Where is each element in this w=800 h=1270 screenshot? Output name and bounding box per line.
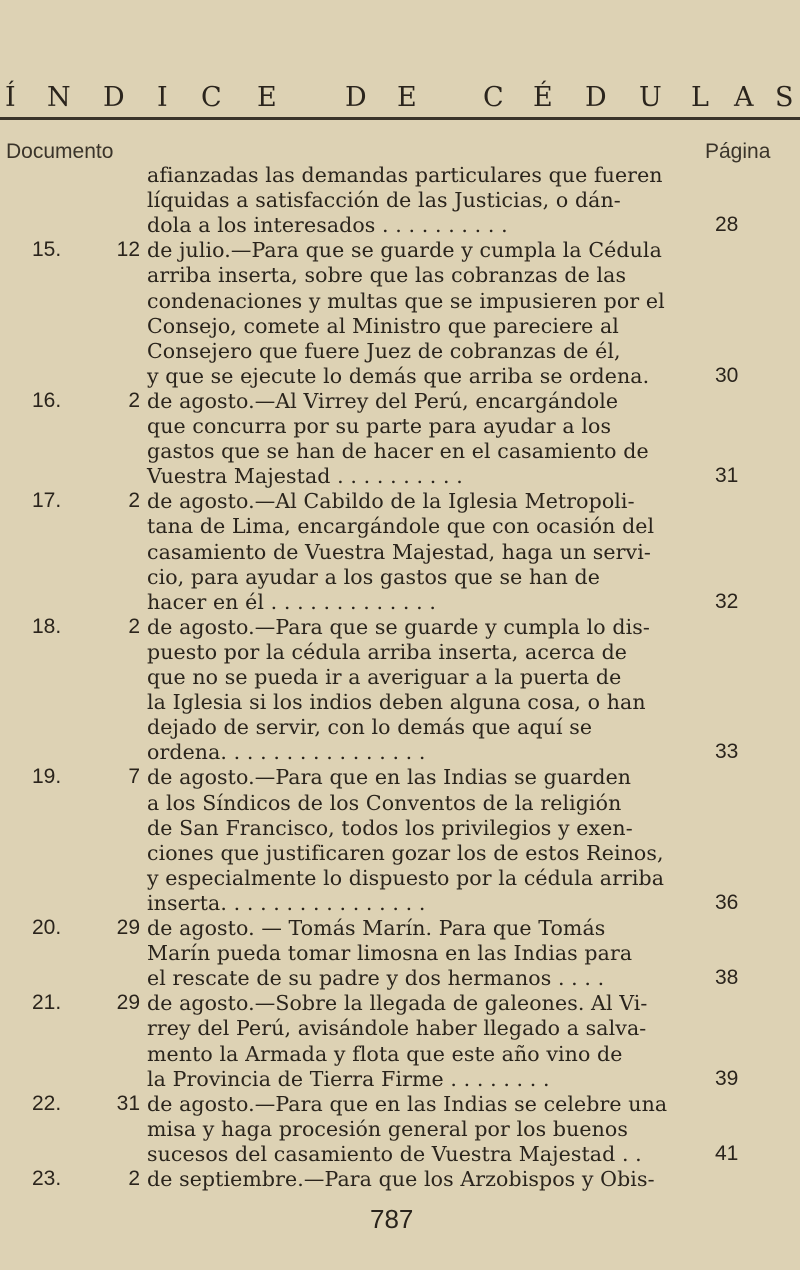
entry-page: 38 xyxy=(715,966,739,990)
entry-day: 2 xyxy=(128,614,140,638)
entry-day: 29 xyxy=(116,991,140,1015)
running-head-letter: N xyxy=(47,82,71,113)
running-head-letter: S xyxy=(775,82,794,113)
text-line: de agosto.—Sobre la llegada de galeones. Al Vi- xyxy=(147,991,648,1016)
running-head-letter: É xyxy=(533,82,553,113)
text-line: mento la Armada y flota que este año vino de xyxy=(147,1041,623,1066)
entry-number: 23. xyxy=(32,1167,62,1190)
pagina-label: Página xyxy=(705,140,771,163)
page-folio: 787 xyxy=(370,1204,414,1235)
text-line: hacer en él . . . . . . . . . . . . . xyxy=(147,589,437,614)
text-line: Consejo, comete al Ministro que pareciere al xyxy=(147,313,619,338)
text-line: Marín pueda tomar limosna en las Indias para xyxy=(147,941,633,966)
running-head-letter: I xyxy=(157,82,168,113)
text-line: condenaciones y multas que se impusieren por el xyxy=(147,288,665,313)
text-line: Consejero que fuere Juez de cobranzas de él, xyxy=(147,338,621,363)
entry-day: 29 xyxy=(116,916,140,939)
text-line: la Iglesia si los indios deben alguna cosa, o han xyxy=(147,690,646,715)
running-head-letter: E xyxy=(397,82,417,113)
text-line: misa y haga procesión general por los buenos xyxy=(147,1116,628,1141)
running-head-letter: U xyxy=(639,82,662,113)
running-head-letter: C xyxy=(483,82,504,113)
text-line: la Provincia de Tierra Firme . . . . . . . . xyxy=(147,1066,550,1091)
text-line: tana de Lima, encargándole que con ocasión del xyxy=(147,514,655,539)
text-line: a los Síndicos de los Conventos de la religión xyxy=(147,790,622,815)
entry-day: 2 xyxy=(128,388,140,412)
entry-number: 19. xyxy=(32,765,62,789)
text-line: ciones que justificaren gozar los de estos Reinos, xyxy=(147,840,664,865)
text-line: el rescate de su padre y dos hermanos . . . . xyxy=(147,966,605,991)
text-line: dejado de servir, con lo demás que aquí se xyxy=(147,715,593,740)
entry-day: 31 xyxy=(116,1091,140,1115)
running-head-letter: A xyxy=(734,82,754,113)
text-line: sucesos del casamiento de Vuestra Majestad . . xyxy=(147,1141,642,1166)
text-line: y especialmente lo dispuesto por la cédula arriba xyxy=(147,865,665,890)
entry-number: 22. xyxy=(32,1091,62,1115)
running-head-letter: Í xyxy=(5,82,16,113)
header-rule xyxy=(0,117,800,120)
entry-page: 31 xyxy=(715,464,739,488)
entry-day: 2 xyxy=(128,1167,140,1190)
entry-day: 7 xyxy=(128,765,140,789)
text-line: que no se pueda ir a averiguar a la puerta de xyxy=(147,665,622,689)
documento-label: Documento xyxy=(6,140,114,163)
running-head-letter: L xyxy=(691,82,709,113)
text-line: cio, para ayudar a los gastos que se han de xyxy=(147,564,600,589)
text-line: inserta. . . . . . . . . . . . . . . . xyxy=(147,890,426,915)
text-line: líquidas a satisfacción de las Justicias, o dán- xyxy=(147,188,621,213)
text-line: ordena. . . . . . . . . . . . . . . . xyxy=(147,740,426,765)
entry-day: 2 xyxy=(128,489,140,513)
text-line: de julio.—Para que se guarde y cumpla la Cédula xyxy=(147,238,662,263)
text-line: de septiembre.—Para que los Arzobispos y Obis- xyxy=(147,1167,655,1191)
text-line: Vuestra Majestad . . . . . . . . . . xyxy=(147,464,463,489)
running-head-letter: E xyxy=(257,82,277,113)
entry-page: 39 xyxy=(715,1066,739,1090)
text-line: gastos que se han de hacer en el casamiento de xyxy=(147,439,649,464)
text-line: dola a los interesados . . . . . . . . . . xyxy=(147,213,508,238)
text-line: de San Francisco, todos los privilegios y exen- xyxy=(147,815,633,840)
entry-number: 15. xyxy=(32,238,62,262)
text-line: de agosto.—Al Virrey del Perú, encargándole xyxy=(147,388,619,413)
entry-page: 33 xyxy=(715,740,739,764)
entry-number: 20. xyxy=(32,916,62,939)
text-line: y que se ejecute lo demás que arriba se ordena. xyxy=(147,363,650,388)
running-head-letter: D xyxy=(345,82,367,113)
entry-number: 21. xyxy=(32,991,62,1015)
text-line: de agosto.—Para que se guarde y cumpla lo dis- xyxy=(147,614,650,639)
text-line: afianzadas las demandas particulares que fueren xyxy=(147,163,663,187)
entry-number: 18. xyxy=(32,614,62,638)
text-line: casamiento de Vuestra Majestad, haga un servi- xyxy=(147,539,651,564)
text-line: de agosto.—Para que en las Indias se guarden xyxy=(147,765,632,790)
entry-page: 28 xyxy=(715,213,739,237)
entry-number: 17. xyxy=(32,489,62,513)
running-head-letter: D xyxy=(103,82,125,113)
running-head-letter: C xyxy=(201,82,222,113)
text-line: de agosto.—Para que en las Indias se celebre una xyxy=(147,1091,668,1116)
text-line: arriba inserta, sobre que las cobranzas de las xyxy=(147,263,627,288)
entry-page: 36 xyxy=(715,890,739,914)
entry-page: 41 xyxy=(715,1141,739,1165)
text-line: rrey del Perú, avisándole haber llegado a salva- xyxy=(147,1016,647,1041)
text-line: de agosto. — Tomás Marín. Para que Tomás xyxy=(147,916,606,940)
entry-day: 12 xyxy=(116,238,140,262)
running-head-letter: D xyxy=(585,82,607,113)
text-line: de agosto.—Al Cabildo de la Iglesia Metropoli- xyxy=(147,489,635,514)
entry-page: 30 xyxy=(715,363,739,387)
entry-number: 16. xyxy=(32,388,62,412)
entry-page: 32 xyxy=(715,589,739,613)
text-line: que concurra por su parte para ayudar a los xyxy=(147,414,612,438)
text-line: puesto por la cédula arriba inserta, acerca de xyxy=(147,639,628,664)
